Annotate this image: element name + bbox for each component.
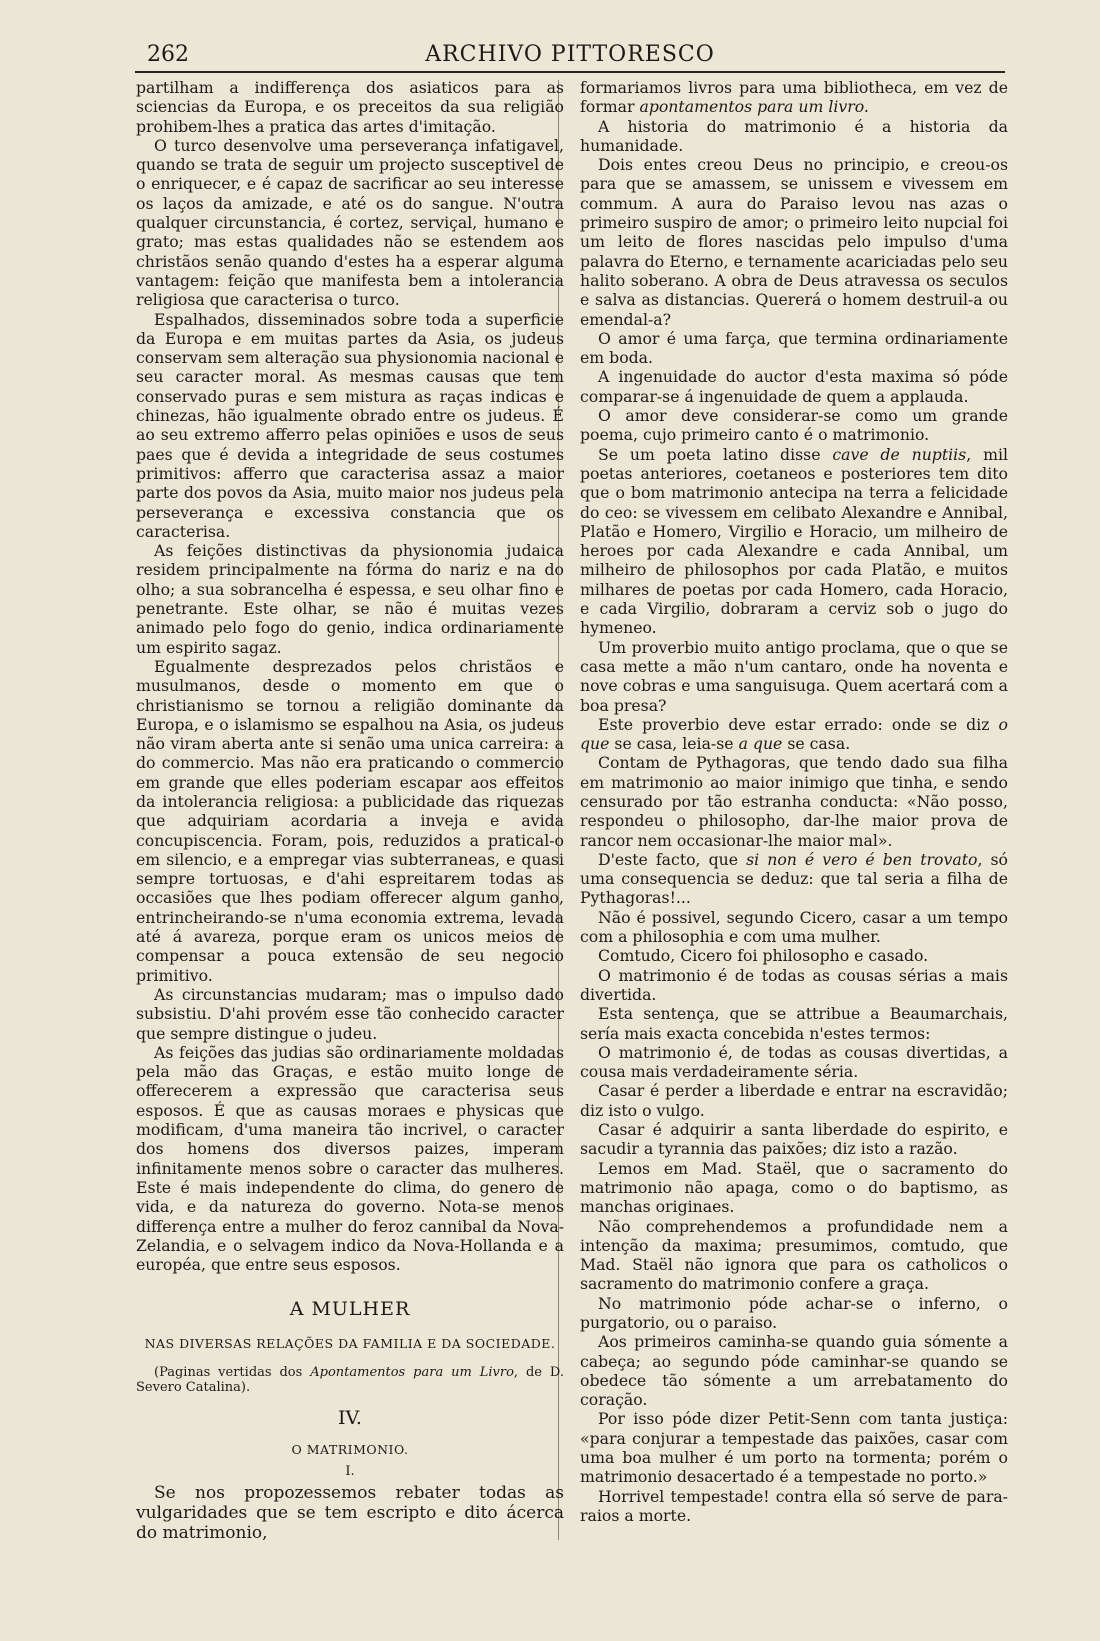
paragraph: Não comprehendemos a profundidade nem a intenção da maxima; presumimos, comtudo, que Mad. Staël não ignora que para os catholicos o sacramento do matrimonio confere a graça. <box>580 1216 1008 1294</box>
chapter-title: O MATRIMONIO. <box>291 1442 409 1458</box>
paragraph <box>580 850 1008 908</box>
text-run: se casa, leia-se <box>609 734 739 754</box>
text-run: D'este facto, que <box>598 849 747 869</box>
right-column <box>580 78 1008 1525</box>
paragraph: Esta sentença, que se attribue a Beaumarchais, sería mais exacta concebida n'estes termos: <box>580 1004 1008 1043</box>
page-number: 262 <box>147 42 189 67</box>
paragraph: Não é possivel, segundo Cicero, casar a um tempo com a philosophia e com uma mulher. <box>580 907 1008 947</box>
paragraph: Lemos em Mad. Staël, que o sacramento do matrimonio não apaga, como o do baptismo, as manchas originaes. <box>580 1158 1008 1217</box>
source-work-title: Apontamentos para um Livro <box>310 1365 514 1380</box>
paragraph: Um proverbio muito antigo proclama, que o que se casa mette a mão n'um cantaro, onde ha noventa e nove cobras e uma sanguisuga. Quem acertará com a boa presa? <box>580 637 1008 715</box>
paragraph: O amor é uma farça, que termina ordinariamente em boda. <box>580 328 1008 368</box>
paragraph: Horrivel tempestade! contra ella só serve de para-raios a morte. <box>580 1486 1008 1525</box>
paragraph: As feições distinctivas da physionomia judaica residem principalmente na fórma do nariz e na do olho; a sua sobrancelha é espessa, e seu olhar fino e penetrante. Este olhar, se não é muitas vezes animado pelo fogo do genio, indica ordinariamente um espirito sagaz. <box>136 541 564 657</box>
paragraph: No matrimonio póde achar-se o inferno, o purgatorio, ou o paraiso. <box>580 1293 1008 1332</box>
text-run: , só uma consequencia se deduz: que tal seria a filha de Pythagoras!... <box>580 849 1008 908</box>
italic-run: si non é vero é ben trovato <box>746 849 978 869</box>
text-run: Este proverbio deve estar errado: onde se diz <box>598 714 999 734</box>
source-note <box>136 1365 564 1395</box>
italic-run: apontamentos para um livro. <box>639 97 869 117</box>
paragraph: Aos primeiros caminha-se quando guia sómente a cabeça; ao segundo póde caminhar-se quando se obedece tão sómente a um arrebatamento do coração. <box>580 1332 1008 1410</box>
paragraph: O matrimonio é de todas as cousas sérias a mais divertida. <box>580 965 1008 1004</box>
paragraph: Casar é adquirir a santa liberdade do espirito, e sacudir a tyrannia das paixões; diz isto a razão. <box>580 1120 1008 1159</box>
paragraph <box>580 715 1008 754</box>
paragraph: O amor deve considerar-se como um grande poema, cujo primeiro canto é o matrimonio. <box>580 406 1008 445</box>
paragraph: Contam de Pythagoras, que tendo dado sua filha em matrimonio ao maior inimigo que tinha, e sendo censurado por tão estranha conducta: «Não posso, respondeu o philosopho, dar-lhe maior prova de rancor nem occasionar-lhe maior mal». <box>580 753 1008 850</box>
paragraph: Espalhados, disseminados sobre toda a superficie da Europa e em muitas partes da Asia, os judeus conservam sem alteração sua physionomia nacional e seu caracter moral. As mesmas causas que tem conservado puras e sem mistura as raças indicas e chinezas, hão igualmente obrado entre os judeus. É ao seu extremo afferro pelas opiniões e usos de seus paes que é devida a integridade de seus costumes primitivos: afferro que caracterisa assaz a maior parte dos povos da Asia, muito maior nos judeus pela perseverança e excessiva constancia que os caracterisa. <box>136 309 564 541</box>
paragraph: Casar é perder a liberdade e entrar na escravidão; diz isto o vulgo. <box>580 1081 1008 1120</box>
paragraph: As circunstancias mudaram; mas o impulso dado subsistiu. D'ahi provém esse tão conhecido caracter que sempre distingue o judeu. <box>136 984 564 1043</box>
paragraph: Comtudo, Cicero foi philosopho e casado. <box>598 946 929 966</box>
text-run: Se um poeta latino disse <box>598 444 833 464</box>
italic-run: cave de nuptiis <box>832 444 967 464</box>
source-prefix: (Paginas vertidas dos <box>154 1365 311 1380</box>
paragraph: partilham a indifferença dos asiaticos para as sciencias da Europa, e os preceitos da sua religião prohibem-lhes a pratica das artes d'imitação. <box>136 78 564 136</box>
paragraph: Por isso póde dizer Petit-Senn com tanta justiça: «para conjurar a tempestade das paixões, casar com uma boa mulher é um porto na tormenta; porém o matrimonio desacertado é a tempestade no porto.» <box>580 1409 1008 1487</box>
italic-run: o que <box>580 714 1008 754</box>
text-run: , mil poetas anteriores, coetaneos e posteriores tem dito que o bom matrimonio antecipa na terra a felicidade do ceo: se vivessem em celibato Alexandre e Annibal, Platão e Homero, Virgilio e Horacio, um milheiro de heroes por cada Alexandre e cada Annibal, um milheiro de philosophos por cada Platão, e muitos milhares de poetas por cada Homero, cada Horacio, e cada Virgilio, dobraram a cerviz sob o jugo do hymeneo. <box>580 444 1008 638</box>
page-header <box>135 42 1005 72</box>
header-rule <box>135 71 1005 73</box>
subsection-number: I. <box>345 1463 355 1479</box>
paragraph: Egualmente desprezados pelos christãos e musulmanos, desde o momento em que o christianismo se tornou a religião dominante da Europa, e o islamismo se espalhou na Asia, os judeus não viram aberta ante si senão uma unica carreira: a do commercio. Mas não era praticando o commercio em grande que elles poderiam escapar aos effeitos da intolerancia religiosa: a publicidade das riquezas que adquiriam acordaria a inveja e avida concupiscencia. Foram, pois, reduzidos a pratical-o em silencio, e a empregar vias subterraneas, e quasi sempre tortuosas, e d'ahi espreitarem todas as occasiões que lhes podiam offerecer algum ganho, entrincheirando-se n'uma economia extrema, levada até á avareza, porque eram os unicos meios de compensar a pouca extensão de seu negocio primitivo. <box>136 656 564 985</box>
paragraph <box>580 445 1008 638</box>
paragraph: As feições das judias são ordinariamente moldadas pela mão das Graças, e estão muito longe de offerecerem a expressão que caracterisa seus esposos. É que as causas moraes e physicas que modificam, d'uma maneira tão incrivel, o caracter dos homens dos diversos paizes, imperam infinitamente menos sobre o caracter das mulheres. Este é mais independente do clima, do genero de vida, e da natureza do governo. Nota-se menos differença entre a mulher do feroz cannibal da Nova-Zelandia, e o selvagem indico da Nova-Hollanda e a européa, que entre seus esposos. <box>136 1042 564 1275</box>
text-run: formariamos livros para uma bibliotheca, em vez de formar <box>580 78 1008 117</box>
chapter-number: IV. <box>338 1407 362 1429</box>
paragraph <box>580 78 1008 117</box>
paragraph: A ingenuidade do auctor d'esta maxima só póde comparar-se á ingenuidade de quem a applauda. <box>580 367 1008 406</box>
paragraph: A historia do matrimonio é a historia da humanidade. <box>580 116 1008 155</box>
italic-run: a que <box>738 734 783 754</box>
paragraph: Dois entes creou Deus no principio, e creou-os para que se amassem, se unissem e vivessem em commum. A aura do Paraiso levou nas azas o primeiro suspiro de amor; o primeiro leito nupcial foi um leito de flores nascidas pelo impulso d'uma palavra do Eterno, e ternamente acariciadas pelo seu halito soberano. A obra de Deus atravessa os seculos e salva as distancias. Quererá o homem destruil-a ou emendal-a? <box>580 155 1008 329</box>
section-subtitle: NAS DIVERSAS RELAÇÕES DA FAMILIA E DA SOCIEDADE. <box>144 1335 556 1351</box>
journal-title: ARCHIVO PITTORESCO <box>425 42 715 67</box>
source-suffix: , de D. Severo Catalina). <box>136 1365 565 1395</box>
left-column <box>136 78 564 1543</box>
text-run: se casa. <box>782 734 851 754</box>
section-title: A MULHER <box>289 1298 411 1321</box>
paragraph: Se nos propozessemos rebater todas as vulgaridades que se tem escripto e dito ácerca do matrimonio, <box>136 1482 564 1543</box>
paragraph: O matrimonio é, de todas as cousas divertidas, a cousa mais verdadeiramente séria. <box>580 1042 1008 1082</box>
paragraph: O turco desenvolve uma perseverança infatigavel, quando se trata de seguir um projecto susceptivel de o enriquecer, e é capaz de sacrificar ao seu interesse os laços da amizade, e até os do sangue. N'outra qualquer circunstancia, é cortez, serviçal, humano e grato; mas estas qualidades não se estendem aos christãos senão quando d'estes ha a esperar alguma vantagem: feição que manifesta bem a intolerancia religiosa que caracterisa o turco. <box>136 135 564 310</box>
